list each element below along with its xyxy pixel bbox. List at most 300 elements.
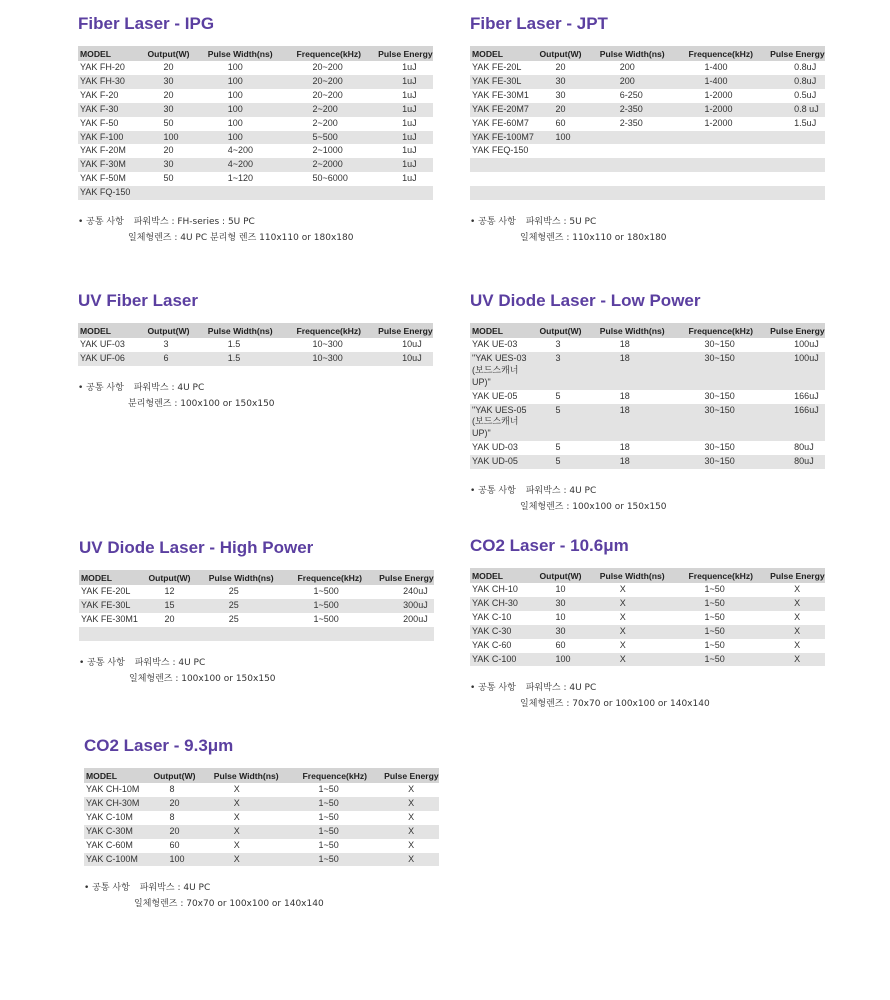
pulse-width-cell: 25 [207, 599, 296, 613]
model-cell: YAK F-30M [78, 158, 145, 172]
pulse-energy-cell: X [768, 653, 825, 667]
output-cell: 5 [537, 455, 597, 469]
pulse-width-cell [207, 627, 296, 641]
model-cell: YAK CH-30M [84, 797, 151, 811]
table-header-row [78, 46, 433, 61]
table-row [470, 611, 825, 625]
table-row [470, 390, 825, 404]
output-cell [537, 172, 597, 186]
model-header: MODEL [79, 570, 146, 585]
pulse-width-cell: X [598, 597, 687, 611]
output-cell: 12 [164, 586, 175, 596]
pulse-energy-header: Pulse Energy [768, 46, 825, 61]
output-header: Output(W) [145, 46, 205, 61]
pulse-width-cell [598, 158, 687, 172]
model-cell: YAK UF-03 [80, 339, 125, 349]
model-cell [79, 627, 146, 641]
frequence-cell: 1~50 [301, 853, 383, 867]
spec-table [79, 570, 434, 641]
table-row [470, 75, 825, 89]
frequence-header: Frequence(kHz) [687, 323, 769, 338]
frequence-cell: 1~50 [318, 839, 339, 850]
table-row [470, 117, 825, 131]
lens-note: 일체형렌즈 : 100x100 or 150x150 [129, 673, 276, 684]
lens-note: 일체형렌즈 : 100x100 or 150x150 [520, 502, 667, 513]
table-header-row [78, 323, 433, 338]
model-cell: YAK CH-10M [86, 784, 140, 794]
output-cell: 3 [537, 352, 597, 390]
pulse-width-header: Pulse Width(ns) [598, 323, 687, 338]
output-header: Output(W) [151, 768, 211, 783]
table-row [84, 783, 439, 797]
pulse-width-cell: X [212, 825, 301, 839]
common-notes-label: • 공통 사항 [78, 382, 124, 393]
pulse-energy-cell [768, 158, 825, 172]
pulse-energy-cell: 10uJ [376, 352, 433, 366]
model-cell: "YAK UES-03 (보드스캐너UP)" [470, 352, 537, 390]
output-cell: 3 [555, 339, 561, 349]
frequence-cell [687, 186, 769, 200]
pulse-energy-cell: 200uJ [403, 613, 428, 624]
pulse-energy-cell [377, 627, 434, 641]
pulse-energy-cell: X [382, 797, 439, 811]
frequence-header: Frequence(kHz) [301, 768, 383, 783]
table-header-row [470, 568, 825, 583]
table-header-row [470, 323, 825, 338]
pulse-energy-cell [768, 186, 825, 200]
frequence-cell: 10~300 [312, 339, 343, 349]
frequence-cell [687, 158, 769, 172]
pulse-energy-cell: X [768, 625, 825, 639]
output-cell: 30 [145, 158, 205, 172]
pulse-energy-cell: 166uJ [768, 404, 825, 442]
pulse-energy-cell: X [794, 584, 801, 594]
pulse-width-cell [598, 144, 687, 158]
table-row [84, 839, 439, 853]
section-fiber-laser-jpt [470, 14, 825, 246]
model-header: MODEL [78, 46, 145, 61]
model-cell: YAK C-60M [86, 839, 133, 850]
pulse-width-cell: X [619, 639, 626, 650]
model-cell: YAK FH-30 [78, 75, 145, 89]
frequence-cell: 20~200 [312, 89, 343, 100]
frequence-cell: 1~50 [704, 584, 725, 594]
pulse-energy-cell: X [382, 853, 439, 867]
pulse-energy-cell: 1uJ [402, 89, 417, 100]
frequence-cell: 50~6000 [312, 173, 348, 184]
pulse-width-cell: 2-350 [619, 117, 643, 128]
table-row [79, 599, 434, 613]
output-cell: 20 [151, 797, 211, 811]
table-header-row [79, 570, 434, 585]
frequence-cell: 1-400 [704, 62, 728, 72]
section-uv-diode-high-power [79, 538, 434, 687]
pulse-width-cell: 1.5 [206, 352, 295, 366]
section-title: UV Diode Laser - Low Power [470, 291, 701, 310]
table-row [84, 797, 439, 811]
output-cell: 100 [145, 131, 205, 145]
pulse-energy-cell: 100uJ [794, 339, 819, 349]
pulse-width-cell: 1~120 [227, 173, 254, 184]
table-row [470, 186, 825, 200]
pulse-energy-cell: 0.8uJ [794, 62, 817, 72]
pulse-energy-cell [376, 186, 433, 200]
output-header: Output(W) [145, 323, 205, 338]
lens-note: 일체형렌즈 : 70x70 or 100x100 or 140x140 [520, 699, 710, 710]
frequence-cell: 2~200 [295, 103, 377, 117]
model-cell: YAK FE-30M1 [472, 89, 529, 100]
model-cell: YAK CH-10 [472, 584, 518, 594]
table-row [78, 338, 433, 352]
spec-table [78, 46, 433, 200]
pulse-energy-cell: 1uJ [376, 158, 433, 172]
table-row [78, 158, 433, 172]
output-cell: 10 [555, 584, 566, 594]
output-cell: 15 [146, 599, 206, 613]
pulse-energy-cell: 1uJ [402, 173, 417, 184]
frequence-cell: 1~50 [704, 611, 725, 622]
power-box-note: 파워박스 : 5U PC [525, 217, 597, 228]
pulse-width-cell: 1.5 [227, 339, 241, 349]
pulse-width-cell: 18 [598, 404, 687, 442]
pulse-width-cell: 200 [598, 75, 687, 89]
pulse-energy-cell [768, 144, 825, 158]
pulse-width-cell: X [212, 853, 301, 867]
output-header: Output(W) [537, 323, 597, 338]
frequence-header: Frequence(kHz) [295, 46, 377, 61]
pulse-width-cell: 100 [206, 131, 295, 145]
table-row [470, 583, 825, 597]
frequence-cell: 1~50 [687, 625, 769, 639]
pulse-energy-cell: X [382, 825, 439, 839]
output-cell: 60 [555, 639, 566, 650]
pulse-energy-cell: X [408, 839, 415, 850]
table-row [470, 352, 825, 390]
pulse-width-cell: 25 [228, 613, 239, 624]
pulse-energy-header: Pulse Energy [376, 46, 433, 61]
table-row [470, 103, 825, 117]
table-row [79, 627, 434, 641]
pulse-width-header: Pulse Width(ns) [598, 46, 687, 61]
output-cell: 60 [169, 839, 180, 850]
pulse-width-cell: 4~200 [227, 145, 254, 156]
common-notes [79, 655, 434, 687]
pulse-width-cell: X [233, 811, 240, 822]
pulse-width-cell: 100 [227, 117, 243, 128]
output-cell [145, 186, 205, 200]
table-row [78, 131, 433, 145]
frequence-cell [687, 131, 769, 145]
common-notes [78, 380, 433, 412]
pulse-width-cell: 200 [619, 62, 635, 72]
output-cell: 20 [163, 89, 174, 100]
table-row [78, 61, 433, 75]
pulse-width-cell: X [233, 784, 240, 794]
section-title: UV Diode Laser - High Power [79, 538, 314, 557]
model-cell: YAK F-50M [80, 173, 126, 184]
pulse-energy-cell: X [408, 811, 415, 822]
model-cell: YAK UE-05 [472, 390, 518, 401]
spec-table [470, 46, 825, 200]
table-header-row [84, 768, 439, 783]
section-fiber-laser-ipg [78, 14, 433, 246]
pulse-energy-cell: 1uJ [376, 103, 433, 117]
power-box-note: 파워박스 : 4U PC [134, 657, 206, 668]
common-notes-label: • 공통 사항 [470, 486, 516, 497]
pulse-energy-cell: 1.5uJ [794, 117, 817, 128]
pulse-energy-cell: 240uJ [403, 586, 428, 596]
pulse-energy-cell: 1uJ [376, 75, 433, 89]
model-cell: YAK FE-20M7 [470, 103, 537, 117]
model-cell: YAK UD-03 [472, 442, 518, 453]
model-cell: YAK FE-20L [472, 62, 522, 72]
table-row [78, 75, 433, 89]
pulse-width-cell: X [619, 611, 626, 622]
pulse-width-cell: 4~200 [206, 158, 295, 172]
table-row [84, 825, 439, 839]
section-title: CO2 Laser - 10.6μm [470, 536, 629, 555]
frequence-cell: 30~150 [687, 352, 769, 390]
pulse-energy-cell: 1uJ [376, 131, 433, 145]
model-cell: YAK FE-100M7 [470, 131, 537, 145]
frequence-header: Frequence(kHz) [687, 46, 769, 61]
model-cell: YAK F-50 [80, 117, 119, 128]
model-cell: YAK C-100 [470, 653, 537, 667]
lens-note: 일체형렌즈 : 110x110 or 180x180 [520, 233, 667, 244]
pulse-energy-cell: 300uJ [377, 599, 434, 613]
table-row [470, 404, 825, 442]
pulse-width-cell: X [598, 653, 687, 667]
pulse-width-cell: 100 [227, 62, 243, 72]
model-cell: YAK UD-05 [470, 455, 537, 469]
table-row [470, 338, 825, 352]
table-row [78, 89, 433, 103]
pulse-width-cell: 6-250 [619, 89, 643, 100]
pulse-energy-cell [768, 131, 825, 145]
pulse-width-cell: 18 [598, 352, 687, 390]
output-cell: 5 [555, 390, 561, 401]
table-row [84, 811, 439, 825]
table-row [470, 653, 825, 667]
table-row [79, 585, 434, 599]
table-row [78, 172, 433, 186]
table-header-row [470, 46, 825, 61]
power-box-note: 파워박스 : 4U PC [525, 683, 597, 694]
table-row [79, 613, 434, 627]
frequence-cell: 1~50 [301, 797, 383, 811]
model-cell: YAK CH-30 [470, 597, 537, 611]
model-cell: YAK FQ-150 [78, 186, 145, 200]
model-cell: YAK FE-30M1 [81, 613, 138, 624]
model-cell: YAK FE-30L [79, 599, 146, 613]
table-row [470, 172, 825, 186]
pulse-width-cell [598, 186, 687, 200]
pulse-energy-header: Pulse Energy [376, 323, 433, 338]
pulse-width-cell: 18 [619, 390, 630, 401]
power-box-note: 파워박스 : FH-series : 5U PC [133, 217, 255, 228]
model-cell: YAK C-100M [84, 853, 151, 867]
pulse-width-cell: X [233, 839, 240, 850]
frequence-cell: 1~500 [313, 613, 339, 624]
spec-table [470, 568, 825, 666]
frequence-cell: 2~1000 [312, 145, 343, 156]
pulse-energy-cell: X [408, 784, 415, 794]
pulse-width-header: Pulse Width(ns) [206, 46, 295, 61]
power-box-note: 파워박스 : 4U PC [525, 486, 597, 497]
output-cell: 5 [555, 442, 561, 453]
section-title: Fiber Laser - IPG [78, 14, 215, 33]
model-cell: YAK C-10M [86, 811, 133, 822]
output-cell: 50 [163, 117, 174, 128]
frequence-cell: 1~50 [704, 639, 725, 650]
pulse-width-cell: 2-350 [598, 103, 687, 117]
section-co2-laser-9-3 [84, 736, 439, 912]
frequence-cell: 30~150 [704, 339, 735, 349]
model-cell [470, 158, 537, 172]
table-row [470, 639, 825, 653]
table-row [78, 117, 433, 131]
model-cell: YAK F-30 [78, 103, 145, 117]
output-header: Output(W) [537, 46, 597, 61]
pulse-width-cell [598, 172, 687, 186]
frequence-cell [687, 172, 769, 186]
output-cell: 100 [151, 853, 211, 867]
model-cell: YAK F-20M [80, 145, 126, 156]
output-cell: 20 [537, 103, 597, 117]
table-row [84, 853, 439, 867]
model-cell: YAK C-30 [470, 625, 537, 639]
output-cell: 30 [537, 75, 597, 89]
common-notes-label: • 공통 사항 [470, 217, 516, 228]
pulse-energy-cell: 100uJ [768, 352, 825, 390]
pulse-energy-cell: 10uJ [402, 339, 422, 349]
frequence-cell: 1-2000 [687, 103, 769, 117]
power-box-note: 파워박스 : 4U PC [139, 883, 211, 894]
output-cell: 30 [537, 625, 597, 639]
model-cell: YAK UE-03 [472, 339, 518, 349]
pulse-energy-header: Pulse Energy [768, 568, 825, 583]
table-row [470, 61, 825, 75]
pulse-energy-cell: 166uJ [794, 390, 819, 401]
pulse-width-cell: X [598, 625, 687, 639]
frequence-cell: 20~200 [295, 75, 377, 89]
frequence-cell [687, 144, 769, 158]
table-row [470, 441, 825, 455]
output-cell: 8 [169, 784, 175, 794]
model-cell: YAK UF-06 [78, 352, 145, 366]
pulse-width-cell: X [212, 797, 301, 811]
frequence-cell: 1~50 [687, 653, 769, 667]
table-row [78, 103, 433, 117]
lens-note: 일체형렌즈 : 70x70 or 100x100 or 140x140 [134, 899, 324, 910]
table-row [470, 597, 825, 611]
common-notes-label: • 공통 사항 [470, 683, 516, 694]
table-row [470, 158, 825, 172]
output-cell: 20 [151, 825, 211, 839]
table-row [470, 625, 825, 639]
output-cell: 20 [163, 145, 174, 156]
pulse-width-cell: 18 [619, 339, 630, 349]
model-cell: YAK FE-60M7 [472, 117, 529, 128]
model-cell: "YAK UES-05 (보드스캐너UP)" [470, 404, 537, 442]
model-cell: YAK FE-20L [81, 586, 131, 596]
spec-table [84, 768, 439, 866]
common-notes [470, 483, 825, 515]
model-cell: YAK FEQ-150 [472, 145, 529, 156]
frequence-cell: 30~150 [704, 390, 735, 401]
pulse-energy-cell: 1uJ [402, 117, 417, 128]
pulse-energy-cell: X [794, 639, 801, 650]
table-row [470, 455, 825, 469]
section-title: CO2 Laser - 9.3μm [84, 736, 234, 755]
frequence-cell: 1~50 [301, 825, 383, 839]
output-cell: 100 [537, 131, 597, 145]
common-notes-label: • 공통 사항 [78, 217, 124, 228]
pulse-energy-header: Pulse Energy [768, 323, 825, 338]
frequence-cell [296, 627, 378, 641]
table-row [78, 186, 433, 200]
frequence-cell: 20~200 [312, 62, 343, 72]
model-cell: YAK C-60 [472, 639, 512, 650]
model-header: MODEL [84, 768, 151, 783]
lens-note: 일체형렌즈 : 4U PC 분리형 렌즈 110x110 or 180x180 [128, 233, 354, 244]
frequence-cell [295, 186, 377, 200]
pulse-width-header: Pulse Width(ns) [212, 768, 301, 783]
pulse-energy-cell: 80uJ [768, 455, 825, 469]
output-cell: 30 [555, 89, 566, 100]
frequence-cell: 30~150 [704, 442, 735, 453]
section-co2-laser-10-6 [470, 536, 825, 712]
pulse-energy-cell: 0.5uJ [794, 89, 817, 100]
frequence-cell: 30~150 [687, 455, 769, 469]
output-header: Output(W) [146, 570, 206, 585]
pulse-energy-cell: X [768, 597, 825, 611]
model-header: MODEL [470, 323, 537, 338]
frequence-cell: 5~500 [295, 131, 377, 145]
pulse-energy-header: Pulse Energy [382, 768, 439, 783]
frequence-header: Frequence(kHz) [295, 323, 377, 338]
frequence-cell: 1~50 [687, 597, 769, 611]
pulse-width-cell [206, 186, 295, 200]
pulse-energy-cell: X [794, 611, 801, 622]
common-notes-label: • 공통 사항 [79, 657, 125, 668]
pulse-energy-cell: 1uJ [402, 62, 417, 72]
pulse-width-header: Pulse Width(ns) [598, 568, 687, 583]
model-header: MODEL [78, 323, 145, 338]
frequence-cell: 1~500 [313, 586, 339, 596]
pulse-width-cell: 100 [206, 75, 295, 89]
frequence-cell: 1-2000 [704, 117, 733, 128]
table-row [470, 131, 825, 145]
pulse-width-header: Pulse Width(ns) [207, 570, 296, 585]
pulse-width-cell: 18 [619, 442, 630, 453]
pulse-energy-cell: 1uJ [402, 145, 417, 156]
table-row [78, 144, 433, 158]
pulse-width-cell: X [619, 584, 626, 594]
frequence-cell: 30~150 [687, 404, 769, 442]
spec-table [470, 323, 825, 469]
pulse-energy-cell: 80uJ [794, 442, 814, 453]
pulse-energy-cell: 0.8 uJ [768, 103, 825, 117]
model-cell: YAK FH-20 [80, 62, 125, 72]
output-cell: 30 [145, 75, 205, 89]
frequence-cell: 1~50 [318, 811, 339, 822]
model-cell [470, 186, 537, 200]
frequence-cell: 2~2000 [295, 158, 377, 172]
output-cell: 3 [163, 339, 169, 349]
output-cell: 5 [537, 404, 597, 442]
model-cell [470, 172, 537, 186]
